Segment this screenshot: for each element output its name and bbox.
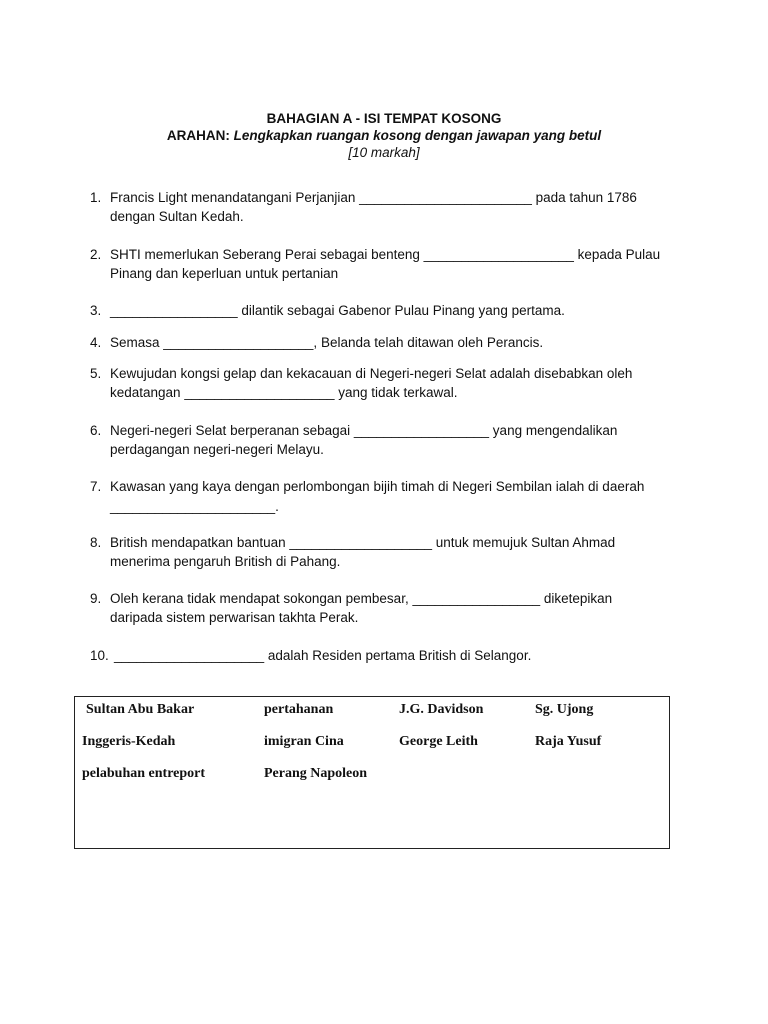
instruction — [0, 127, 768, 144]
question-number: 3. — [90, 303, 102, 318]
question-number: 9. — [90, 591, 102, 606]
question-text: British mendapatkan bantuan ___________________ untuk memujuk Sultan Ahmad — [110, 535, 616, 550]
answer-option: George Leith — [399, 734, 478, 749]
answer-option: imigran Cina — [264, 734, 344, 749]
question-number: 4. — [90, 335, 102, 350]
question-text: SHTI memerlukan Seberang Perai sebagai benteng ____________________ kepada Pulau — [110, 247, 661, 262]
question-text-continued: Pinang dan keperluan untuk pertanian — [110, 266, 339, 281]
question-text: Negeri-negeri Selat berperanan sebagai __________________ yang mengendalikan — [110, 423, 618, 438]
question-text-continued: kedatangan ____________________ yang tidak terkawal. — [110, 385, 458, 400]
answer-option: Inggeris-Kedah — [82, 734, 176, 749]
instruction-text: Lengkapkan ruangan kosong dengan jawapan yang betul — [229, 128, 602, 143]
question-text: _________________ dilantik sebagai Gabenor Pulau Pinang yang pertama. — [110, 303, 565, 318]
question-text: ____________________ adalah Residen pertama British di Selangor. — [114, 648, 532, 663]
question-text-continued: daripada sistem perwarisan takhta Perak. — [110, 610, 359, 625]
question-text: Kawasan yang kaya dengan perlombongan bijih timah di Negeri Sembilan ialah di daerah — [110, 479, 645, 494]
answer-option: J.G. Davidson — [399, 702, 484, 717]
question-text-continued: dengan Sultan Kedah. — [110, 209, 244, 224]
question-text-continued: perdagangan negeri-negeri Melayu. — [110, 442, 324, 457]
question-text: Semasa ____________________, Belanda telah ditawan oleh Perancis. — [110, 335, 544, 350]
question-number: 8. — [90, 535, 102, 550]
marks-note: [10 markah] — [348, 145, 420, 160]
answer-option: pertahanan — [264, 702, 334, 717]
question-number: 2. — [90, 247, 102, 262]
question-text: Oleh kerana tidak mendapat sokongan pembesar, _________________ diketepikan — [110, 591, 613, 606]
question-text: Kewujudan kongsi gelap dan kekacauan di Negeri-negeri Selat adalah disebabkan oleh — [110, 366, 633, 381]
answer-option: Perang Napoleon — [264, 766, 368, 781]
question-number: 1. — [90, 190, 102, 205]
question-number: 5. — [90, 366, 102, 381]
answer-option: pelabuhan entreport — [82, 766, 206, 781]
answer-option: Sg. Ujong — [535, 702, 594, 717]
instruction-label: ARAHAN: — [166, 128, 230, 143]
question-number: 10. — [90, 648, 109, 663]
question-text-continued: ______________________. — [110, 499, 279, 514]
answer-option: Sultan Abu Bakar — [86, 702, 195, 717]
question-number: 6. — [90, 423, 102, 438]
answer-option: Raja Yusuf — [535, 734, 602, 749]
question-text-continued: menerima pengaruh British di Pahang. — [110, 554, 341, 569]
section-title: BAHAGIAN A - ISI TEMPAT KOSONG — [266, 111, 502, 126]
question-number: 7. — [90, 479, 102, 494]
question-text: Francis Light menandatangani Perjanjian _______________________ pada tahun 1786 — [110, 190, 637, 205]
